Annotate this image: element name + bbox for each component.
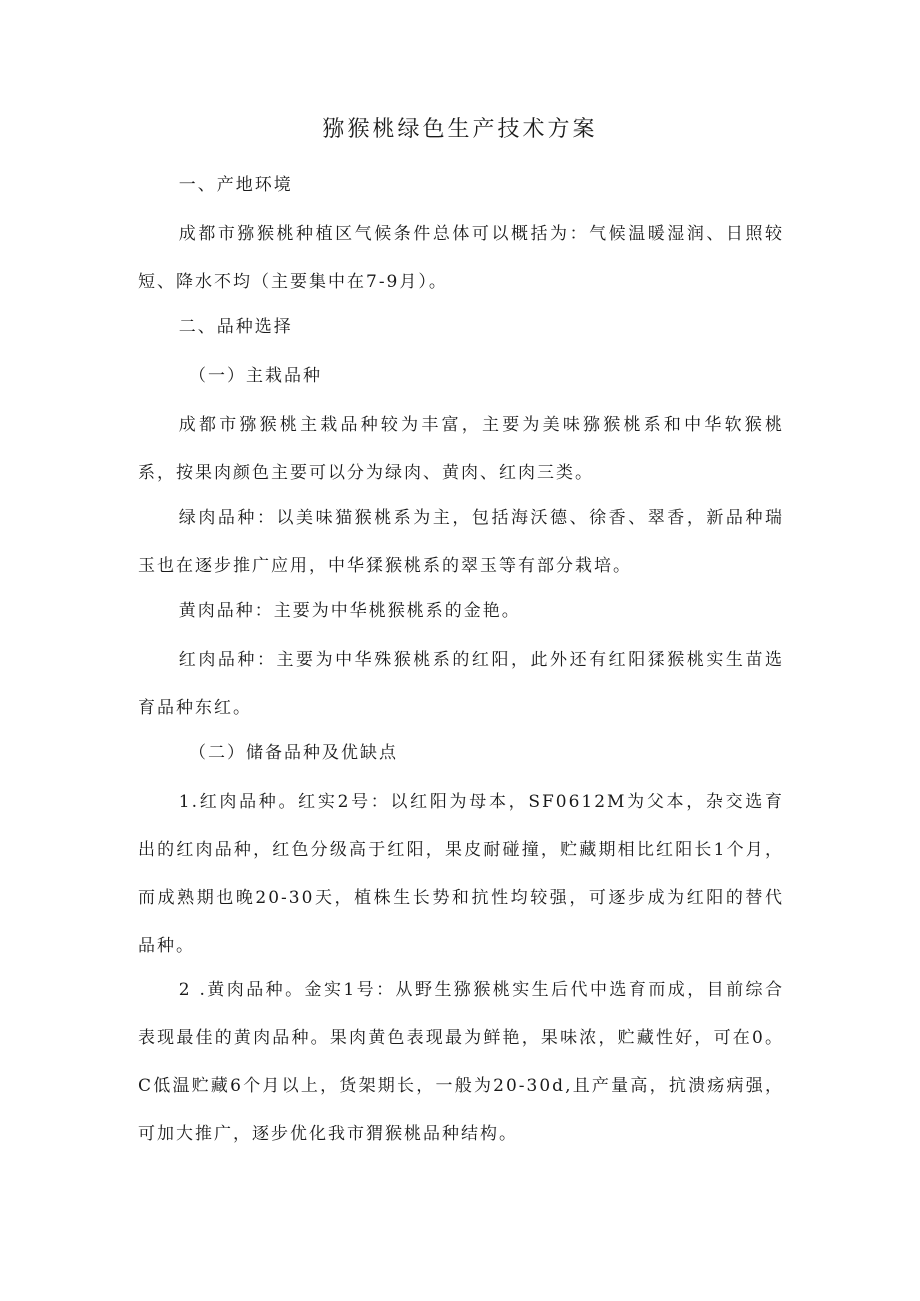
- paragraph-green-flesh: 绿肉品种：以美味猫猴桃系为主，包括海沃德、徐香、翠香，新品种瑞玉也在逐步推广应用，中华猱猴桃系的翠玉等有部分栽培。: [138, 508, 784, 576]
- document-title: 猕猴桃绿色生产技术方案: [322, 117, 598, 142]
- section-heading-2: 二、品种选择: [178, 317, 293, 337]
- subsection-heading-1: （一）主栽品种: [189, 366, 322, 386]
- paragraph-yellow-variety-reserve: 2 .黄肉品种。金实1号：从野生猕猴桃实生后代中选育而成，目前综合表现最佳的黄肉品种。果肉黄色表现最为鲜艳，果味浓，贮藏性好，可在0。C低温贮藏6个月以上，货架期长，一般为20-30d,且产量高，抗溃疡病强，可加大推广，逐步优化我市猬猴桃品种结构。: [138, 980, 784, 1144]
- paragraph-red-variety-reserve: 1.红肉品种。红实2号：以红阳为母本，SF0612M为父本，杂交选育出的红肉品种，红色分级高于红阳，果皮耐碰撞，贮藏期相比红阳长1个月，而成熟期也晚20-30天，植株生长势和抗性均较强，可逐步成为红阳的替代品种。: [138, 792, 784, 956]
- paragraph-yellow-flesh: 黄肉品种：主要为中华桃猴桃系的金艳。: [178, 601, 521, 621]
- section-heading-1: 一、产地环境: [178, 175, 293, 195]
- subsection-heading-2: （二）储备品种及优缺点: [189, 743, 398, 763]
- paragraph-climate: 成都市猕猴桃种植区气候条件总体可以概括为：气候温暖湿润、日照较短、降水不均（主要集中在7-9月）。: [138, 224, 784, 292]
- paragraph-main-varieties: 成都市猕猴桃主栽品种较为丰富，主要为美味猕猴桃系和中华软猴桃系，按果肉颜色主要可以分为绿肉、黄肉、红肉三类。: [138, 415, 784, 483]
- paragraph-red-flesh: 红肉品种：主要为中华殊猴桃系的红阳，此外还有红阳猱猴桃实生苗选育品种东红。: [138, 650, 784, 718]
